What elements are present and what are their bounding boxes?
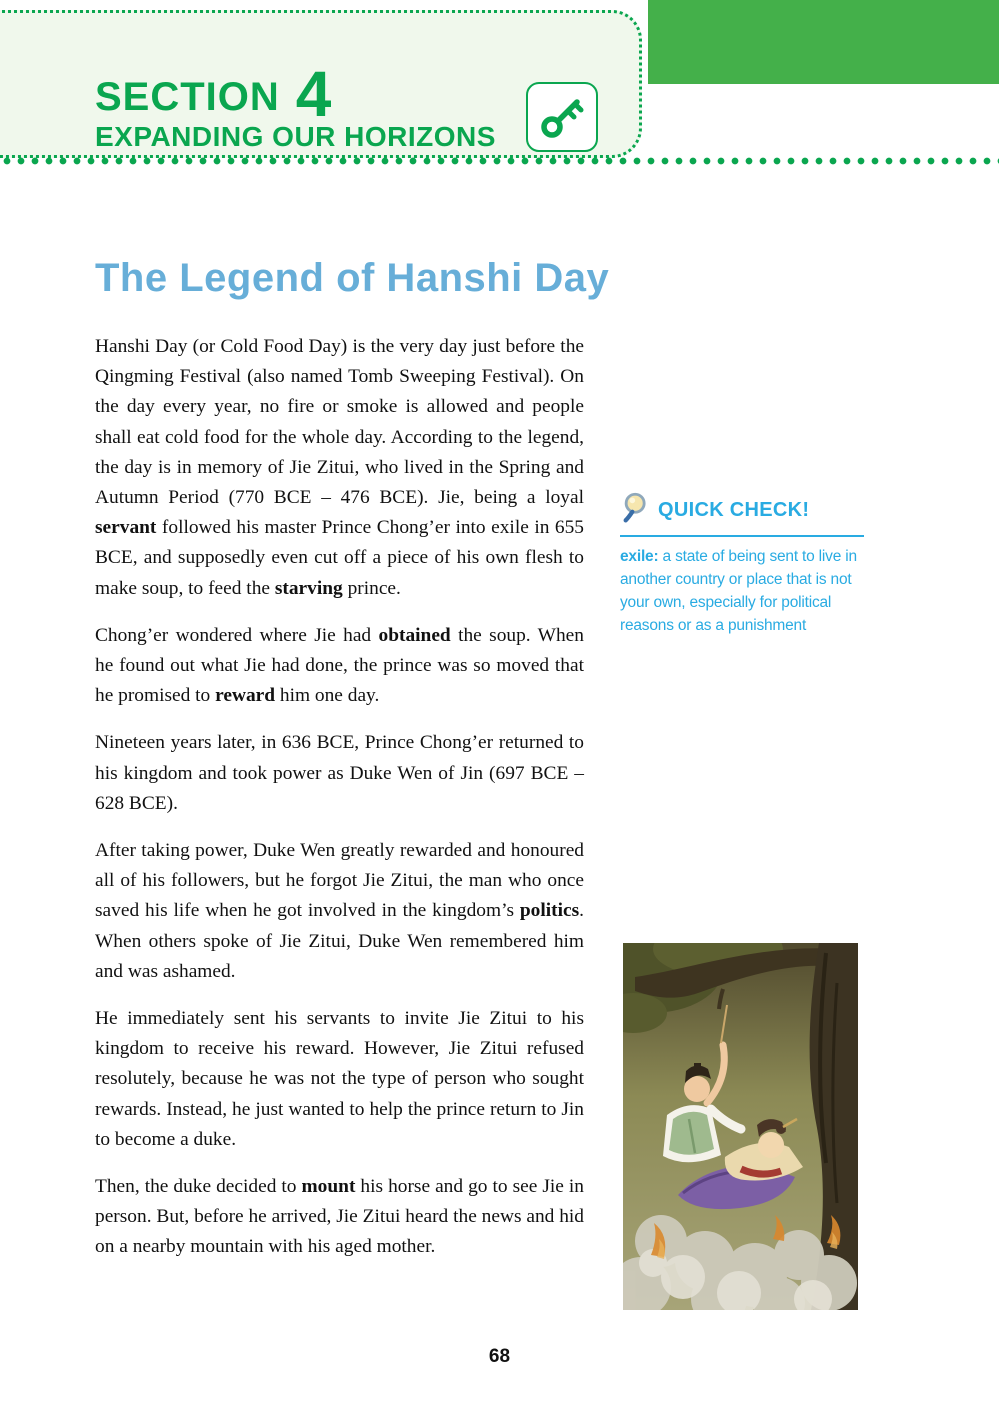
page-number: 68 <box>488 1346 511 1367</box>
header-dotted-divider <box>0 156 999 166</box>
key-icon <box>526 82 598 152</box>
paragraph: Chong’er wondered where Jie had obtained the soup. When he found out what Jie had done, the prince was so moved that he promised to reward him one day. <box>95 624 584 707</box>
header-green-block <box>648 0 999 84</box>
paragraph: He immediately sent his servants to invite Jie Zitui to his kingdom to receive his reward. However, Jie Zitui refused resolutely, because he was not the type of person who sought rewards. Instead, he just wanted to help the prince return to Jin to become a duke. <box>95 1008 584 1150</box>
glossary-definition: a state of being sent to live in another country or place that is not your own, especially for political reasons or as a punishment <box>620 548 857 634</box>
section-number: 4 <box>295 58 332 130</box>
article-title: The Legend of Hanshi Day <box>95 256 610 300</box>
paragraph: After taking power, Duke Wen greatly rewarded and honoured all of his followers, but he forgot Jie Zitui, the man who once saved his life when he got involved in the kingdom’s politics. When others spoke of Jie Zitui, Duke Wen remembered him and was ashamed. <box>95 840 584 982</box>
quick-check-rule <box>620 535 864 537</box>
section-subtitle: EXPANDING OUR HORIZONS <box>95 121 496 152</box>
story-illustration <box>623 943 858 1310</box>
quick-check-label: QUICK CHECK! <box>658 499 810 521</box>
section-label: SECTION <box>95 75 280 119</box>
section-heading <box>95 58 332 130</box>
paragraph: Nineteen years later, in 636 BCE, Prince Chong’er returned to his kingdom and took power as Duke Wen of Jin (697 BCE – 628 BCE). <box>95 732 584 814</box>
article-body <box>95 332 584 1280</box>
quick-check-header <box>620 490 864 531</box>
paragraph: Hanshi Day (or Cold Food Day) is the very day just before the Qingming Festival (also named Tomb Sweeping Festival). On the day every year, no fire or smoke is allowed and people shall eat cold food for the whole day. According to the legend, the day is in memory of Jie Zitui, who lived in the Spring and Autumn Period (770 BCE – 476 BCE). Jie, being a loyal servant followed his master Prince Chong’er into exile in 655 BCE, and supposedly even cut off a piece of his own flesh to make soup, to feed the starving prince. <box>95 336 584 599</box>
quick-check-box <box>620 490 864 637</box>
paragraph: Then, the duke decided to mount his horse and go to see Jie in person. But, before he arrived, Jie Zitui heard the news and hid on a nearby mountain with his aged mother. <box>95 1176 585 1258</box>
glossary-term: exile: <box>620 548 659 565</box>
magnifier-icon <box>620 490 656 531</box>
glossary-entry <box>620 545 864 637</box>
